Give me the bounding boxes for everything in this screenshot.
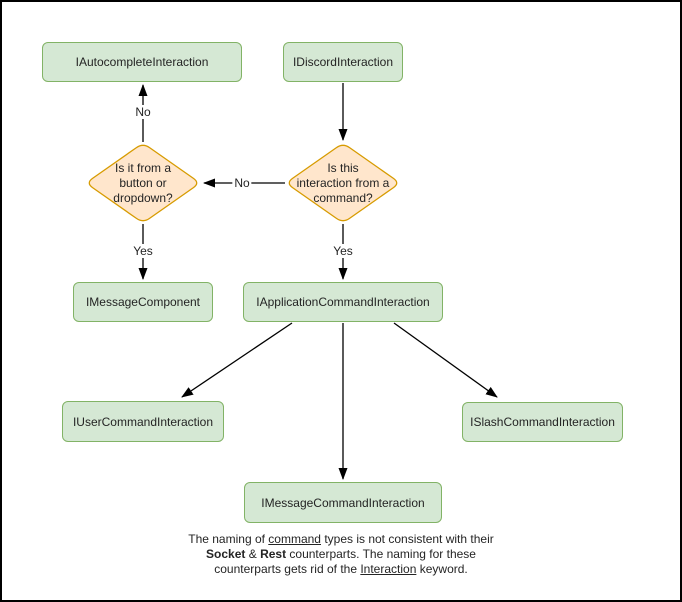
node-user-command-interaction xyxy=(62,401,224,442)
node-slash-command-interaction xyxy=(462,402,623,442)
decision-button-dropdown-label: Is it from a button or dropdown? xyxy=(113,161,173,205)
note-line-2: Socket & Rest counterparts. The naming for these xyxy=(206,547,476,561)
note-text xyxy=(2,532,680,577)
node-label: IMessageCommandInteraction xyxy=(261,495,425,510)
edge-app-to-user-command xyxy=(182,323,292,397)
decision-from-command-shape xyxy=(289,145,396,220)
node-label: IUserCommandInteraction xyxy=(72,414,214,429)
node-message-command-interaction xyxy=(244,482,442,523)
edge-label-no-mid: No xyxy=(234,176,250,190)
node-label: IAutocompleteInteraction xyxy=(75,55,209,69)
node-label: IDiscordInteraction xyxy=(292,55,394,69)
decision-from-command-label: Is this interaction from a command? xyxy=(296,161,390,205)
node-label: IApplicationCommandInteraction xyxy=(256,295,430,309)
node-application-command-interaction xyxy=(243,282,443,322)
node-discord-interaction xyxy=(283,42,403,82)
node-label: ISlashCommandInteraction xyxy=(470,415,615,429)
decision-button-dropdown-shape xyxy=(89,145,196,220)
node-label: IMessageComponent xyxy=(85,295,201,309)
note-line-1: The naming of command types is not consistent with their xyxy=(188,532,494,546)
note-line-3: counterparts gets rid of the Interaction keyword. xyxy=(214,562,468,576)
node-autocomplete-interaction xyxy=(42,42,242,82)
edge-label-yes-left: Yes xyxy=(133,244,153,258)
node-message-component xyxy=(73,282,213,322)
edge-label-no-top: No xyxy=(135,105,151,119)
edge-app-to-slash-command xyxy=(394,323,497,397)
edge-label-yes-right: Yes xyxy=(333,244,353,258)
